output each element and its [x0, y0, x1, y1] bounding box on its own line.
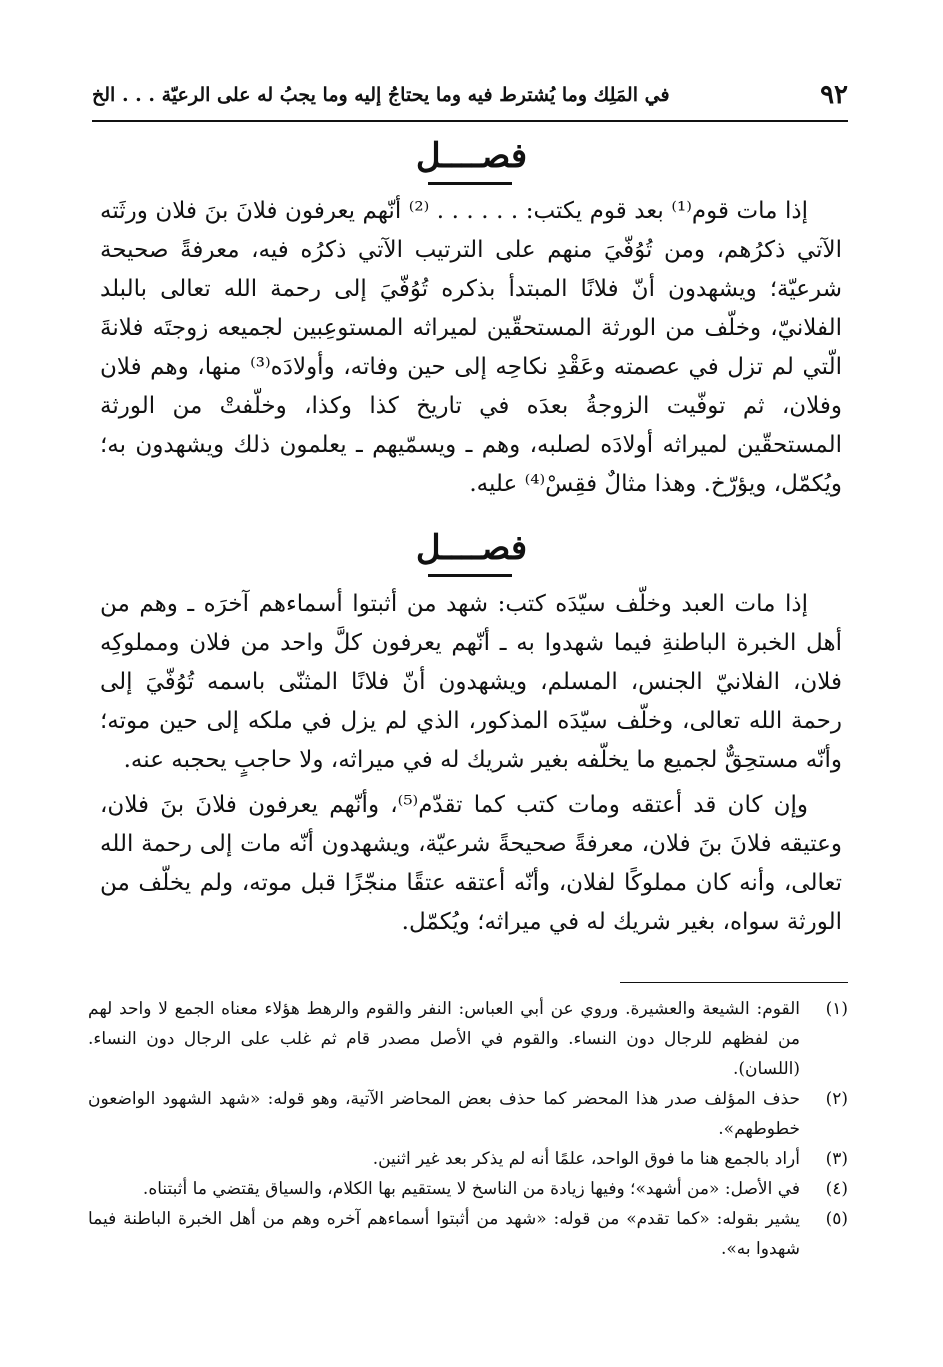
footnote-text: يشير بقوله: «كما تقدم» من قوله: «شهد من أثبتوا أسماءهم آخره وهم من أهل الخبرة الباطنة فيما شهدوا به». [88, 1209, 800, 1259]
footnote-text: حذف المؤلف صدر هذا المحضر كما حذف بعض المحاضر الآتية، وهو قوله: «شهد الشهود الواضعون خطوطهم». [88, 1089, 800, 1139]
footnote-number: (٣) [825, 1149, 848, 1169]
paragraph: إذا مات قوم⁽¹⁾ بعد قوم يكتب: . . . . . . ⁽²⁾ أنّهم يعرفون فلانَ بنَ فلان ورثَته الآتي ذكرُهم، ومن تُوُفّيَ منهم على الترتيب الآتي ذكرُه فيه، معرفةً صحيحة شرعيّة؛ ويشهدون أنّ فلانًا المبتدأ بذكره تُوُفّيَ إلى رحمة الله تعالى بالبلد الفلانيّ، وخلّف من الورثة المستحقّين لميراثه المستوعِبين لجميعه زوجتَه فلانةَ الّتي لم تزل في عصمته وعَقْدِ نكاحِه إلى حين وفاته، وأولادَه⁽³⁾ منها، وهم فلان وفلان، ثم توفّيت الزوجةُ بعدَه في تاريخ كذا وكذا، وخلّفتْ من الورثة المستحقّين لميراثه أولادَه لصلبه، وهم ـ ويسمّيهم ـ يعلمون ذلك ويشهدون به؛ ويُكمّل، ويؤرّخ. وهذا مثالٌ فقِسْ⁽⁴⁾ عليه. [100, 198, 843, 497]
page-header [92, 72, 848, 118]
footnote [88, 994, 848, 1084]
footnote-text: في الأصل: «من أشهد»؛ وفيها زيادة من الناسخ لا يستقيم بها الكلام، والسياق يقتضي ما أثبتناه. [142, 1179, 800, 1199]
heading-underline [428, 574, 512, 577]
footnote [88, 1144, 848, 1174]
running-title: في المَلِك وما يُشترط فيه وما يحتاجُ إليه وما يجبُ له على الرعيّة . . . الخ [92, 84, 670, 106]
footnote [88, 1204, 848, 1264]
footnote-number: (٢) [825, 1089, 848, 1109]
footnote [88, 1174, 848, 1204]
paragraph: إذا مات العبد وخلّف سيّدَه كتب: شهد من أثبتوا أسماءهم آخرَه ـ وهم من أهل الخبرة الباطنةِ فيما شهدوا به ـ أنّهم يعرفون كلَّ واحد من فلان ومملوكِه فلان، الفلانيّ الجنس، المسلم، ويشهدون أنّ فلانًا المثنّى باسمه تُوُفّيَ إلى رحمة الله تعالى، وخلّف سيّدَه المذكور، الذي لم يزل في ملكه إلى حين موته؛ وأنّه مستحِقٌّ لجميع ما يخلّفه بغير شريك له في ميراثه، ولا حاجبٍ يحجبه عنه. [100, 591, 842, 773]
paragraph: وإن كان قد أعتقه ومات كتب كما تقدّم⁽⁵⁾، وأنّهم يعرفون فلانَ بنَ فلان، وعتيقه فلانَ بنَ فلان، معرفةً صحيحةً شرعيّة، ويشهدون أنّه مات إلى رحمة الله تعالى، وأنه كان مملوكًا لفلان، وأنّه أعتقه عتقًا منجّزًا قبل موته، ولم يخلّف من الورثة سواه، بغير شريك له في ميراثه؛ ويُكمّل. [100, 792, 842, 935]
section-body [100, 192, 842, 504]
page-number: ٩٢ [820, 80, 848, 110]
heading-underline [428, 182, 512, 185]
footnote-number: (١) [825, 999, 848, 1019]
footnote-text: أراد بالجمع هنا ما فوق الواحد، علمًا أنه لم يذكر بعد غير اثنين. [372, 1149, 800, 1169]
section-body [100, 585, 842, 942]
section-heading: فصــــل [415, 528, 528, 568]
footnote [88, 1084, 848, 1144]
footnotes [88, 994, 848, 1264]
header-divider [92, 120, 848, 122]
footnote-number: (٤) [825, 1179, 848, 1199]
footnote-text: القوم: الشيعة والعشيرة. وروي عن أبي العباس: النفر والقوم والرهط هؤلاء معناه الجمع لا واحد لهم من لفظهم للرجال دون النساء. والقوم في الأصل مصدر قام ثم غلب على الرجال دون النساء. (اللسان). [88, 999, 800, 1079]
footnote-divider [620, 982, 848, 983]
footnote-number: (٥) [825, 1209, 848, 1229]
section-heading: فصــــل [415, 136, 528, 176]
